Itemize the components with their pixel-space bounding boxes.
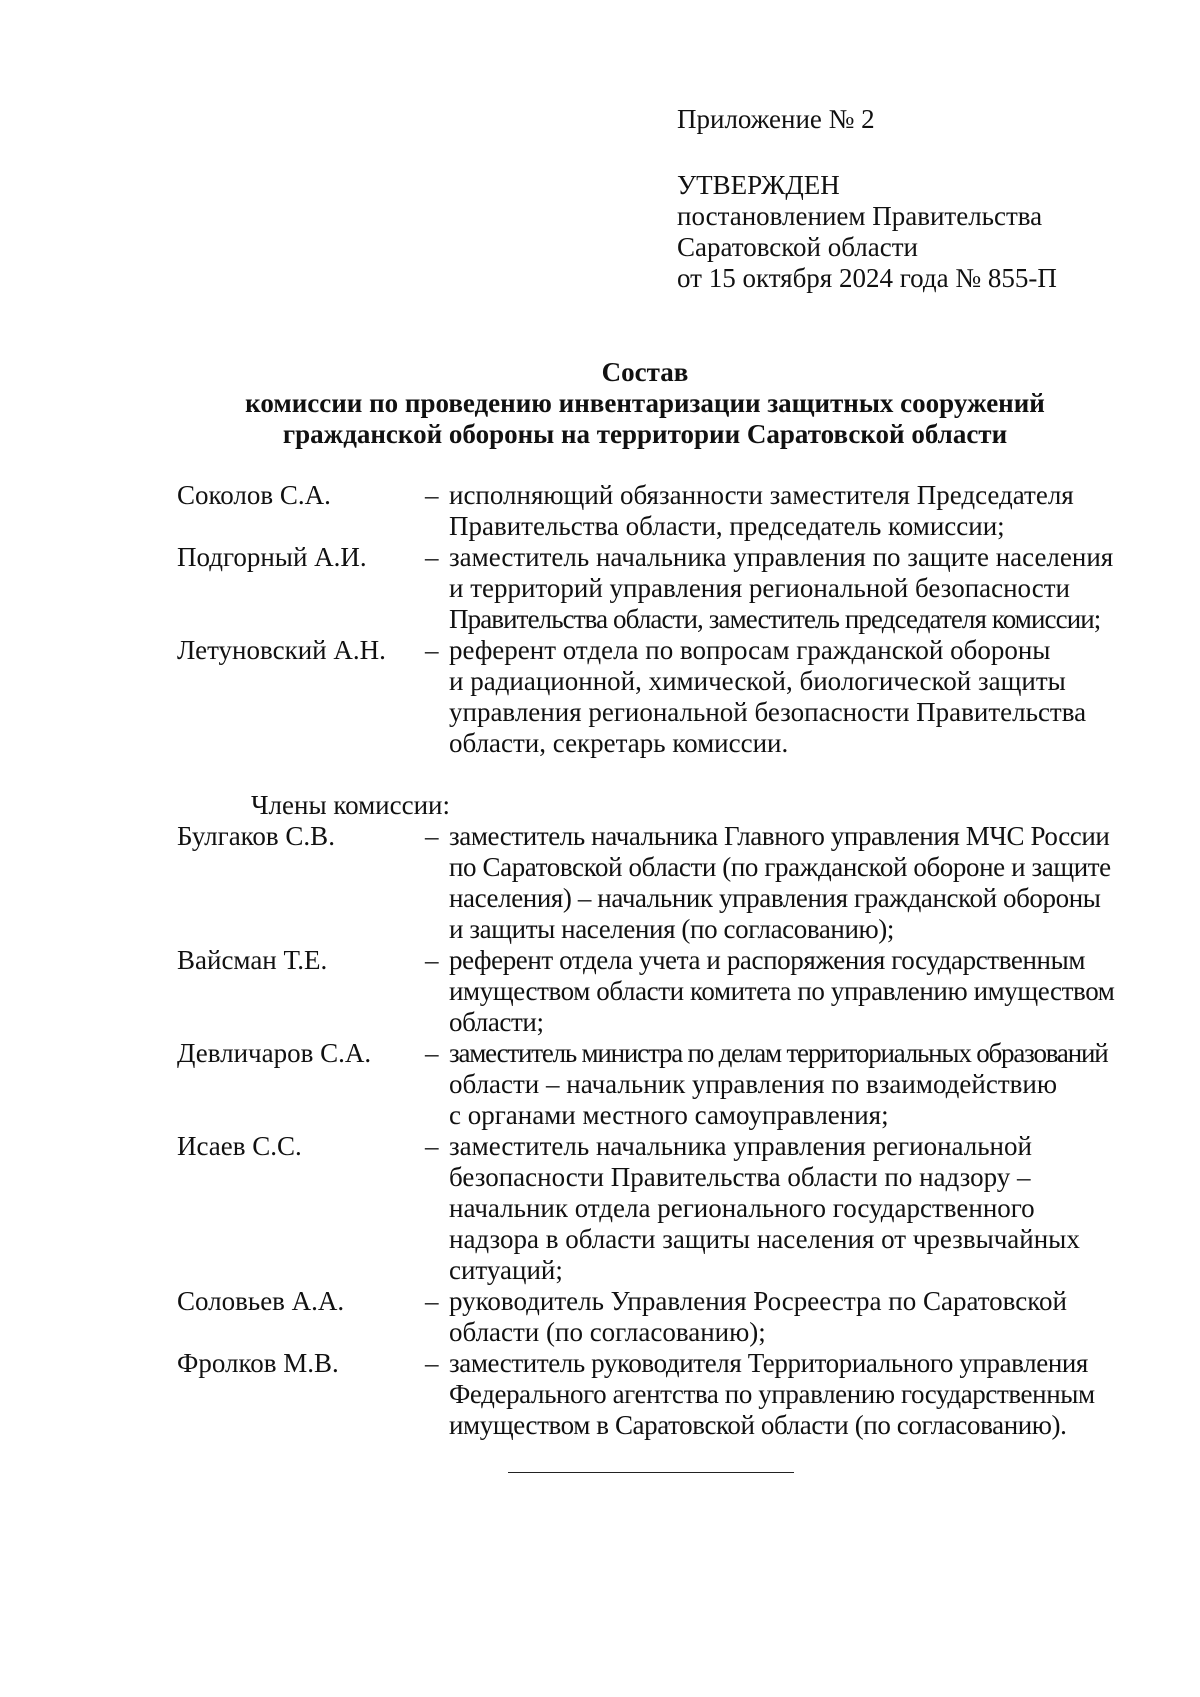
member-position [449,635,1127,759]
position-line: области (по согласованию); [449,1317,766,1347]
position-line: заместитель начальника Главного управления МЧС России [449,821,1110,851]
position-line: управления региональной безопасности Правительства [449,697,1087,727]
position-line: области – начальник управления по взаимодействию [449,1069,1057,1099]
document-title [0,357,1200,450]
position-line: заместитель министра по делам территориальных образований [449,1038,1108,1068]
dash: – [425,1286,439,1316]
member-position [449,480,1127,542]
roster-entry [177,821,1127,945]
approved-word: УТВЕРЖДЕН [677,170,840,200]
member-name: Соловьев А.А. [177,1286,345,1316]
member-position [449,542,1127,635]
approved-by-line: постановлением Правительства [677,201,1043,231]
member-position [449,1286,1127,1348]
title-line-2: комиссии по проведению инвентаризации защитных сооружений [245,388,1045,418]
position-line: и защиты населения (по согласованию); [449,914,894,944]
title-line-3: гражданской обороны на территории Саратовской области [282,419,1008,449]
position-line: ситуаций; [449,1255,563,1285]
position-line: заместитель начальника управления по защите населения [449,542,1114,572]
roster-entry [177,1348,1127,1441]
position-line: имуществом в Саратовской области (по согласованию). [449,1410,1067,1440]
position-line: Правительства области, заместитель председателя комиссии; [449,604,1101,634]
member-name: Летуновский А.Н. [177,635,386,665]
position-line: области, секретарь комиссии. [449,728,789,758]
position-line: исполняющий обязанности заместителя Председателя [449,480,1074,510]
position-line: населения) – начальник управления гражданской обороны [449,883,1101,913]
closing-rule [508,1472,794,1473]
position-line: по Саратовской области (по гражданской обороне и защите [449,852,1111,882]
roster-entry [177,635,1127,759]
member-position [449,1131,1127,1286]
member-position [449,945,1127,1038]
member-name: Булгаков С.В. [177,821,335,851]
spacer [177,759,1127,790]
roster-entry [177,1286,1127,1348]
position-line: Федерального агентства по управлению государственным [449,1379,1095,1409]
member-name: Вайсман Т.Е. [177,945,328,975]
position-line: заместитель начальника управления региональной [449,1131,1032,1161]
commission-roster [177,480,1127,1441]
approved-date-line: от 15 октября 2024 года № 855-П [677,263,1057,293]
dash: – [425,1038,439,1068]
member-name: Исаев С.С. [177,1131,302,1161]
appendix-number: Приложение № 2 [677,104,875,134]
position-line: референт отдела учета и распоряжения государственным [449,945,1086,975]
dash: – [425,1131,439,1161]
position-line: с органами местного самоуправления; [449,1100,889,1130]
dash: – [425,945,439,975]
position-line: области; [449,1007,544,1037]
dash: – [425,542,439,572]
roster-entry [177,945,1127,1038]
roster-entry [177,1131,1127,1286]
dash: – [425,480,439,510]
member-name: Фролков М.В. [177,1348,339,1378]
member-position [449,1348,1127,1441]
position-line: начальник отдела регионального государственного [449,1193,1035,1223]
approval-stamp [677,170,1057,294]
position-line: и территорий управления региональной безопасности [449,573,1070,603]
position-line: безопасности Правительства области по надзору – [449,1162,1031,1192]
dash: – [425,821,439,851]
position-line: имуществом области комитета по управлению имуществом [449,976,1115,1006]
dash: – [425,635,439,665]
member-name: Девличаров С.А. [177,1038,372,1068]
roster-entry [177,480,1127,542]
member-name: Соколов С.А. [177,480,331,510]
position-line: руководитель Управления Росреестра по Саратовской [449,1286,1067,1316]
members-heading: Члены комиссии: [251,790,450,820]
position-line: Правительства области, председатель комиссии; [449,511,1005,541]
member-name: Подгорный А.И. [177,542,367,572]
position-line: надзора в области защиты населения от чрезвычайных [449,1224,1080,1254]
roster-entry [177,1038,1127,1131]
title-line-1: Состав [601,357,689,387]
approved-region-line: Саратовской области [677,232,918,262]
position-line: референт отдела по вопросам гражданской обороны [449,635,1051,665]
dash: – [425,1348,439,1378]
roster-entry [177,542,1127,635]
position-line: и радиационной, химической, биологической защиты [449,666,1066,696]
member-position [449,821,1127,945]
member-position [449,1038,1127,1131]
position-line: заместитель руководителя Территориального управления [449,1348,1088,1378]
